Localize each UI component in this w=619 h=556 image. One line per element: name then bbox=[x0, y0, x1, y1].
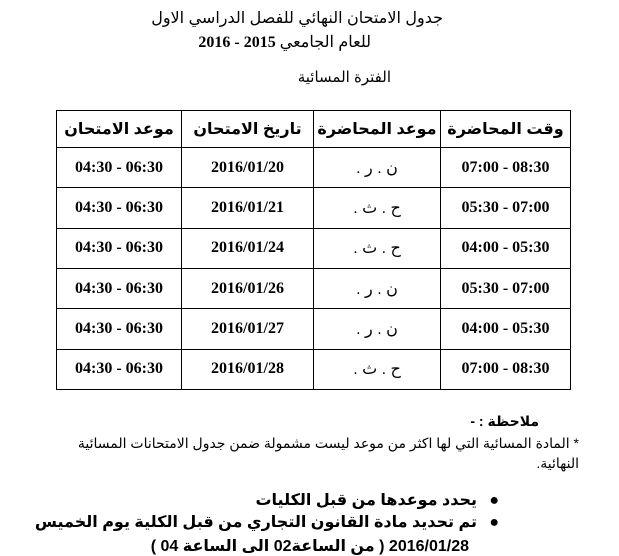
lecture-day-cell: ح . ث . bbox=[314, 349, 441, 389]
schedule-title: جدول الامتحان النهائي للفصل الدراسي الاول bbox=[151, 10, 443, 27]
exam-date-cell: 2016/01/20 bbox=[182, 148, 314, 188]
header-exam-date: تاريخ الامتحان bbox=[182, 111, 314, 148]
lecture-day-cell: ح . ث . bbox=[314, 188, 441, 228]
table-row bbox=[57, 349, 571, 389]
bullet-icon: ● bbox=[489, 492, 499, 509]
exam-time-cell: 04:30 - 06:30 bbox=[57, 349, 182, 389]
lecture-time-cell: 04:00 - 05:30 bbox=[441, 309, 571, 349]
table-row bbox=[57, 309, 571, 349]
lecture-day-cell: ن . ر . bbox=[314, 309, 441, 349]
note-heading: ملاحظة : - bbox=[470, 413, 539, 429]
academic-year-range: 2015 - 2016 bbox=[198, 34, 276, 51]
exam-date-cell: 2016/01/21 bbox=[182, 188, 314, 228]
list-item bbox=[35, 490, 499, 512]
table-row bbox=[57, 228, 571, 268]
exam-time-cell: 04:30 - 06:30 bbox=[57, 228, 182, 268]
list-item bbox=[35, 512, 499, 534]
lecture-time-cell: 07:00 - 08:30 bbox=[441, 148, 571, 188]
list-item-text: تم تحديد مادة القانون التجاري من قبل الكلية يوم الخميس bbox=[34, 514, 477, 531]
lecture-time-cell: 05:30 - 07:00 bbox=[441, 188, 571, 228]
note-text: * المادة المسائية التي لها اكثر من موعد ليست مشمولة ضمن جدول الامتحانات المسائية النهائية. bbox=[77, 435, 579, 471]
exam-time-cell: 04:30 - 06:30 bbox=[57, 309, 182, 349]
table-row bbox=[57, 188, 571, 228]
header-lecture-time: وقت المحاضرة bbox=[441, 111, 571, 148]
period-label: الفترة المسائية bbox=[297, 69, 391, 86]
exam-date-cell: 2016/01/24 bbox=[182, 228, 314, 268]
bullet-icon: ● bbox=[489, 514, 499, 531]
exam-time-cell: 04:30 - 06:30 bbox=[57, 188, 182, 228]
list-item-text: يحدد موعدها من قبل الكليات bbox=[255, 492, 477, 509]
exam-schedule-table bbox=[56, 110, 571, 390]
table-row bbox=[57, 148, 571, 188]
table-row bbox=[57, 268, 571, 308]
header-exam-time: موعد الامتحان bbox=[57, 111, 182, 148]
notes-bullet-list bbox=[35, 490, 499, 534]
commercial-law-exam-time: 2016/01/28 ( من الساعة02 الى الساعة 04 ) bbox=[150, 538, 469, 555]
exam-time-cell: 04:30 - 06:30 bbox=[57, 148, 182, 188]
lecture-day-cell: ن . ر . bbox=[314, 268, 441, 308]
exam-date-cell: 2016/01/26 bbox=[182, 268, 314, 308]
header-lecture-day: موعد المحاضرة bbox=[314, 111, 441, 148]
exam-time-cell: 04:30 - 06:30 bbox=[57, 268, 182, 308]
academic-year-label: للعام الجامعي bbox=[279, 34, 371, 51]
lecture-day-cell: ح . ث . bbox=[314, 228, 441, 268]
lecture-day-cell: ن . ر . bbox=[314, 148, 441, 188]
lecture-time-cell: 07:00 - 08:30 bbox=[441, 349, 571, 389]
exam-date-cell: 2016/01/27 bbox=[182, 309, 314, 349]
table-header-row bbox=[57, 111, 571, 148]
academic-year bbox=[198, 32, 371, 52]
exam-date-cell: 2016/01/28 bbox=[182, 349, 314, 389]
lecture-time-cell: 05:30 - 07:00 bbox=[441, 268, 571, 308]
lecture-time-cell: 04:00 - 05:30 bbox=[441, 228, 571, 268]
